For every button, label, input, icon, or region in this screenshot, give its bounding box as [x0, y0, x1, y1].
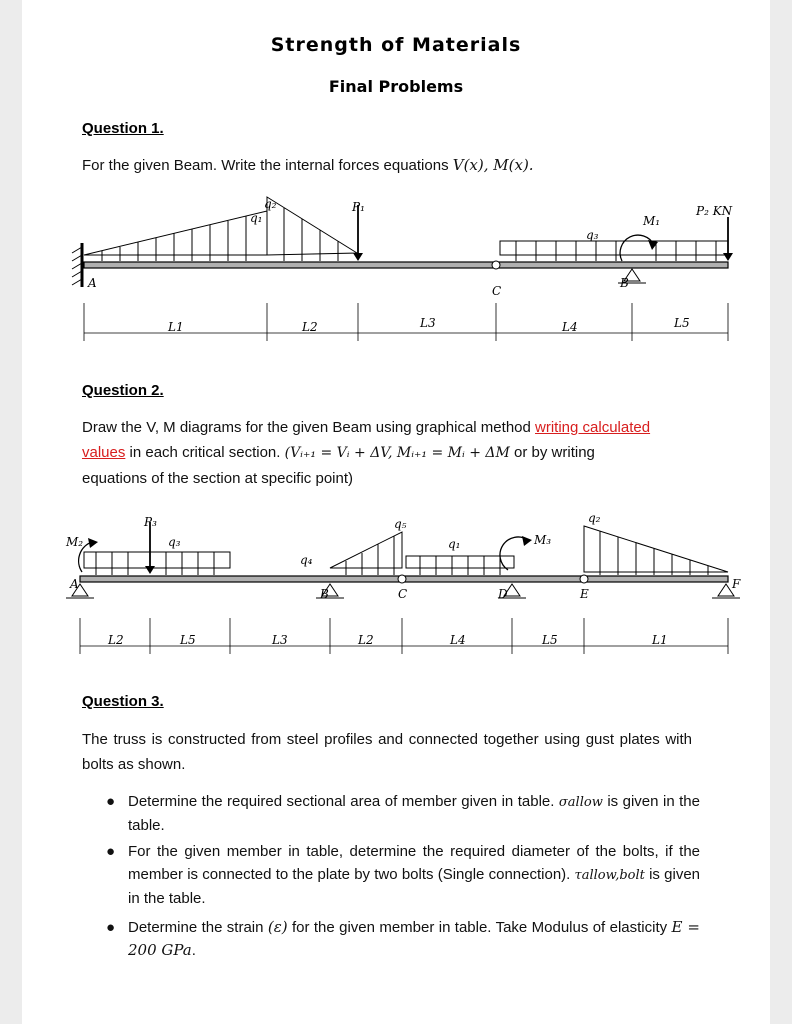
question-2-heading: Question 2. [82, 382, 164, 399]
q2-load-label-q2: q₂ [588, 511, 601, 525]
q1-span-l3: L3 [420, 316, 436, 330]
question-1-heading: Question 1. [82, 120, 164, 137]
q3-b2-end: is given in the table. [128, 866, 701, 907]
q2-span-4: L2 [358, 633, 374, 647]
q2-line2-end: or by writing [509, 444, 595, 461]
q2-load-label-q4: q₄ [300, 553, 313, 567]
q3-bullet-1 [128, 790, 700, 837]
question-2-text [82, 415, 700, 491]
q2-load-label-q1: q₁ [448, 537, 461, 551]
q3-bullet-2 [128, 840, 700, 910]
beam-figure-2 [22, 510, 770, 660]
q2-support-d: D [498, 587, 508, 601]
question-3-intro: The truss is constructed from steel profiles and connected together using gust plates with bolts as shown. [82, 731, 692, 773]
q1-load-label-q3: q₃ [586, 228, 599, 242]
q3-b2-math: τallow,bolt [574, 868, 645, 883]
q2-support-e: E [580, 587, 589, 601]
q3-b1-math: σallow [558, 795, 603, 810]
q3-b3-math2: E = 200 GPa [128, 918, 700, 959]
q2-line2-math: (Vᵢ₊₁ = Vᵢ + ΔV, Mᵢ₊₁ = Mᵢ + ΔM [284, 445, 510, 461]
q1-text-body: For the given Beam. Write the internal forces equations [82, 157, 453, 174]
q1-span-l1: L1 [168, 320, 184, 334]
q1-support-a: A [88, 276, 97, 290]
bullet-marker-2: ● [106, 843, 116, 860]
document-title: Strength of Materials [270, 34, 522, 56]
q2-load-label-m2: M₂ [66, 535, 84, 549]
question-3-heading: Question 3. [82, 693, 164, 710]
q2-line2-text: in each critical section. [125, 444, 285, 461]
q1-support-c: C [492, 284, 502, 298]
q2-support-f: F [732, 577, 741, 591]
question-1-text [82, 153, 700, 178]
beam-figure-1 [22, 195, 770, 350]
q1-span-l5: L5 [674, 316, 690, 330]
q2-line1: Draw the V, M diagrams for the given Beam using graphical method [82, 419, 536, 436]
q3-b3-text: Determine the strain [128, 919, 268, 936]
bullet-marker-3: ● [106, 919, 116, 936]
q2-span-1: L2 [108, 633, 124, 647]
q2-span-2: L5 [180, 633, 196, 647]
q2-load-label-p3: P₃ [144, 515, 157, 529]
document-subtitle: Final Problems [328, 77, 464, 96]
q3-b1-text: Determine the required sectional area of member given in table. [128, 793, 559, 810]
q1-math: V(x), M(x). [452, 156, 534, 174]
q1-load-label-m1: M₁ [643, 214, 661, 228]
q1-span-l4: L4 [562, 320, 578, 334]
q2-load-label-q5: q₅ [394, 517, 407, 531]
q2-load-label-m3: M₃ [534, 533, 552, 547]
q1-load-label-p1: P₁ [352, 200, 365, 214]
q2-highlight-2: values [82, 444, 126, 461]
bullet-marker-1: ● [106, 793, 116, 810]
q3-b3-end: . [191, 942, 196, 959]
q3-b3-math: (ε) [267, 918, 288, 936]
q3-b2-text: For the given member in table, determine the required diameter of the bolts, if the member is connected to the plate by two bolts (Single connection). [128, 843, 700, 883]
q2-support-a: A [70, 577, 79, 591]
document-page [22, 0, 770, 1024]
q2-load-label-q3: q₃ [168, 535, 181, 549]
q2-span-6: L5 [542, 633, 558, 647]
q1-support-b: B [620, 276, 629, 290]
q2-span-3: L3 [272, 633, 288, 647]
q2-span-5: L4 [450, 633, 466, 647]
q3-b1-end: is given in the table. [128, 793, 700, 834]
q1-load-label-p2: P₂ KN [696, 204, 733, 218]
q2-line3: equations of the section at specific point) [82, 470, 353, 487]
q1-load-label-q1: q₁ [250, 211, 263, 225]
q3-b3-mid: for the given member in table. Take Modulus of elasticity [287, 919, 672, 936]
q2-support-c: C [398, 587, 408, 601]
q2-support-b: B [320, 587, 329, 601]
q2-span-7: L1 [652, 633, 668, 647]
q2-highlight-1: writing calculated [535, 419, 651, 436]
q1-span-l2: L2 [302, 320, 318, 334]
q1-load-label-q2: q₂ [264, 197, 277, 211]
q3-bullet-3 [128, 916, 700, 962]
